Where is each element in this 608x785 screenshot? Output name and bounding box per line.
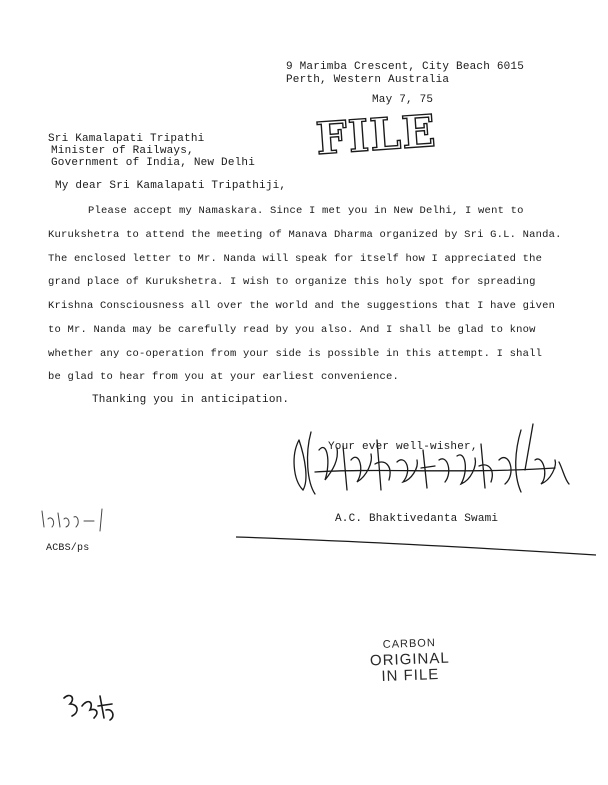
salutation: My dear Sri Kamalapati Tripathiji, (55, 180, 287, 192)
carbon-stamp-line1: CARBON (382, 637, 437, 651)
body-line: to Mr. Nanda may be carefully read by you also. And I shall be glad to know (48, 324, 536, 336)
handwritten-note-icon (38, 505, 128, 540)
body-line: whether any co-operation from your side is possible in this attempt. I shall (48, 348, 543, 360)
body-line: The enclosed letter to Mr. Nanda will speak for itself how I appreciated the (48, 253, 543, 265)
recipient-name: Sri Kamalapati Tripathi (48, 133, 205, 145)
body-line: Kurukshetra to attend the meeting of Manava Dharma organized by Sri G.L. Nanda. (48, 229, 562, 241)
carbon-original-stamp (369, 635, 450, 686)
body-line: Please accept my Namaskara. Since I met you in New Delhi, I went to (88, 205, 524, 217)
file-stamp: FILE (314, 105, 438, 166)
carbon-stamp-line3: IN FILE (381, 665, 440, 685)
sender-address-line2: Perth, Western Australia (286, 74, 450, 86)
closing-line: Thanking you in anticipation. (92, 394, 290, 406)
reference-initials: ACBS/ps (46, 543, 90, 554)
letter-date: May 7, 75 (372, 94, 434, 106)
handwritten-mark-icon (60, 688, 120, 733)
signatory-name: A.C. Bhaktivedanta Swami (335, 513, 499, 525)
sender-address-line1: 9 Marimba Crescent, City Beach 6015 (286, 61, 525, 73)
recipient-organization: Government of India, New Delhi (51, 157, 256, 169)
body-line: Krishna Consciousness all over the world and the suggestions that I have given (48, 300, 556, 312)
body-line: be glad to hear from you at your earliest convenience. (48, 371, 400, 383)
carbon-stamp-line2: ORIGINAL (369, 649, 450, 670)
recipient-title: Minister of Railways, (51, 145, 194, 157)
farewell-line: Your ever well-wisher, (328, 441, 478, 453)
body-line: grand place of Kurukshetra. I wish to organize this holy spot for spreading (48, 276, 536, 288)
